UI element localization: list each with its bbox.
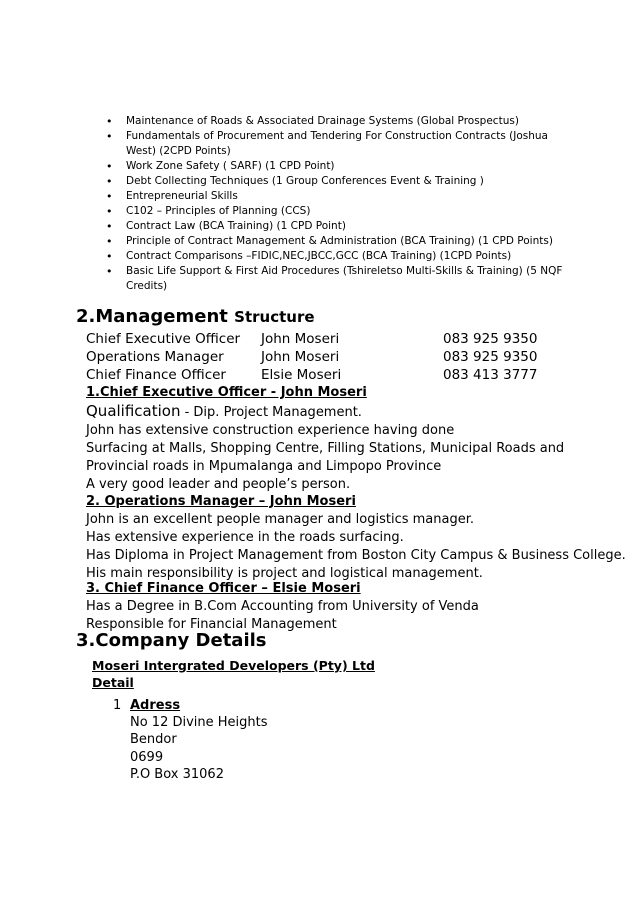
bullet-icon: • — [106, 220, 113, 233]
ceo-line: Surfacing at Malls, Shopping Centre, Filling Stations, Municipal Roads and — [86, 441, 565, 456]
bullet-icon: • — [106, 235, 113, 248]
list-item-text: Principle of Contract Management & Administration (BCA Training) (1 CPD Points) — [126, 235, 553, 247]
list-item — [104, 264, 574, 294]
section-number: 3. — [76, 630, 96, 651]
address-line: 0699 — [130, 750, 164, 765]
address-label: Adress — [130, 698, 181, 713]
ops-heading: 2. Operations Manager – John Moseri — [86, 494, 356, 509]
list-item-text: Work Zone Safety ( SARF) (1 CPD Point) — [126, 160, 335, 172]
cfo-line: Has a Degree in B.Com Accounting from University of Venda — [86, 599, 479, 614]
bullet-icon: • — [106, 130, 113, 143]
list-item-text: C102 – Principles of Planning (CCS) — [126, 205, 311, 217]
ceo-line: A very good leader and people’s person. — [86, 477, 351, 492]
list-item — [104, 204, 574, 219]
section-3-heading — [76, 630, 267, 651]
address-line: P.O Box 31062 — [130, 767, 224, 782]
role-cell: Chief Executive Officer — [86, 331, 241, 347]
list-item-text: Basic Life Support & First Aid Procedures (Tshireletso Multi-Skills & Training) (5 NQF Credits) — [126, 265, 563, 292]
section-title: Management — [95, 306, 228, 327]
address-line: Bendor — [130, 732, 177, 747]
section-title-suffix: Structure — [234, 308, 315, 326]
list-item-text: Maintenance of Roads & Associated Drainage Systems (Global Prospectus) — [126, 115, 519, 127]
list-item — [104, 174, 574, 189]
ceo-heading: 1.Chief Executive Officer - John Moseri — [86, 385, 367, 400]
role-cell: Operations Manager — [86, 349, 224, 365]
list-item — [104, 189, 574, 204]
ceo-line: John has extensive construction experience having done — [86, 423, 455, 438]
name-cell: John Moseri — [261, 349, 340, 365]
section-title: Company Details — [95, 630, 267, 651]
qualification-text: - Dip. Project Management. — [180, 405, 362, 420]
bullet-icon: • — [106, 265, 113, 278]
bullet-icon: • — [106, 190, 113, 203]
cfo-line: Responsible for Financial Management — [86, 617, 337, 632]
list-item — [104, 249, 574, 264]
ceo-line: Provincial roads in Mpumalanga and Limpopo Province — [86, 459, 442, 474]
list-item — [104, 234, 574, 249]
list-item-text: Fundamentals of Procurement and Tendering For Construction Contracts (Joshua West) (2CPD Points) — [126, 130, 548, 157]
training-bullet-list — [104, 114, 574, 294]
ops-line: Has extensive experience in the roads surfacing. — [86, 530, 404, 545]
address-number: 1 — [113, 698, 122, 713]
name-cell: John Moseri — [261, 331, 340, 347]
ceo-qualification — [86, 402, 362, 422]
bullet-icon: • — [106, 175, 113, 188]
qualification-label: Qualification — [86, 402, 181, 420]
bullet-icon: • — [106, 115, 113, 128]
bullet-icon: • — [106, 250, 113, 263]
list-item — [104, 219, 574, 234]
name-cell: Elsie Moseri — [261, 367, 342, 383]
bullet-icon: • — [106, 160, 113, 173]
phone-cell: 083 413 3777 — [443, 367, 538, 383]
ops-line: His main responsibility is project and logistical management. — [86, 566, 483, 581]
ops-line: John is an excellent people manager and logistics manager. — [86, 512, 475, 527]
list-item — [104, 129, 574, 159]
phone-cell: 083 925 9350 — [443, 331, 538, 347]
bullet-icon: • — [106, 205, 113, 218]
list-item — [104, 159, 574, 174]
company-name: Moseri Intergrated Developers (Pty) Ltd — [92, 658, 375, 673]
list-item-text: Entrepreneurial Skills — [126, 190, 238, 202]
section-2-heading — [76, 306, 315, 327]
list-item-text: Contract Comparisons –FIDIC,NEC,JBCC,GCC (BCA Training) (1CPD Points) — [126, 250, 512, 262]
list-item — [104, 114, 574, 129]
address-line: No 12 Divine Heights — [130, 715, 268, 730]
detail-label: Detail — [92, 675, 134, 690]
phone-cell: 083 925 9350 — [443, 349, 538, 365]
list-item-text: Debt Collecting Techniques (1 Group Conferences Event & Training ) — [126, 175, 484, 187]
list-item-text: Contract Law (BCA Training) (1 CPD Point) — [126, 220, 346, 232]
ops-line: Has Diploma in Project Management from Boston City Campus & Business College. — [86, 548, 626, 563]
cfo-heading: 3. Chief Finance Officer – Elsie Moseri — [86, 581, 361, 596]
section-number: 2. — [76, 306, 96, 327]
role-cell: Chief Finance Officer — [86, 367, 226, 383]
